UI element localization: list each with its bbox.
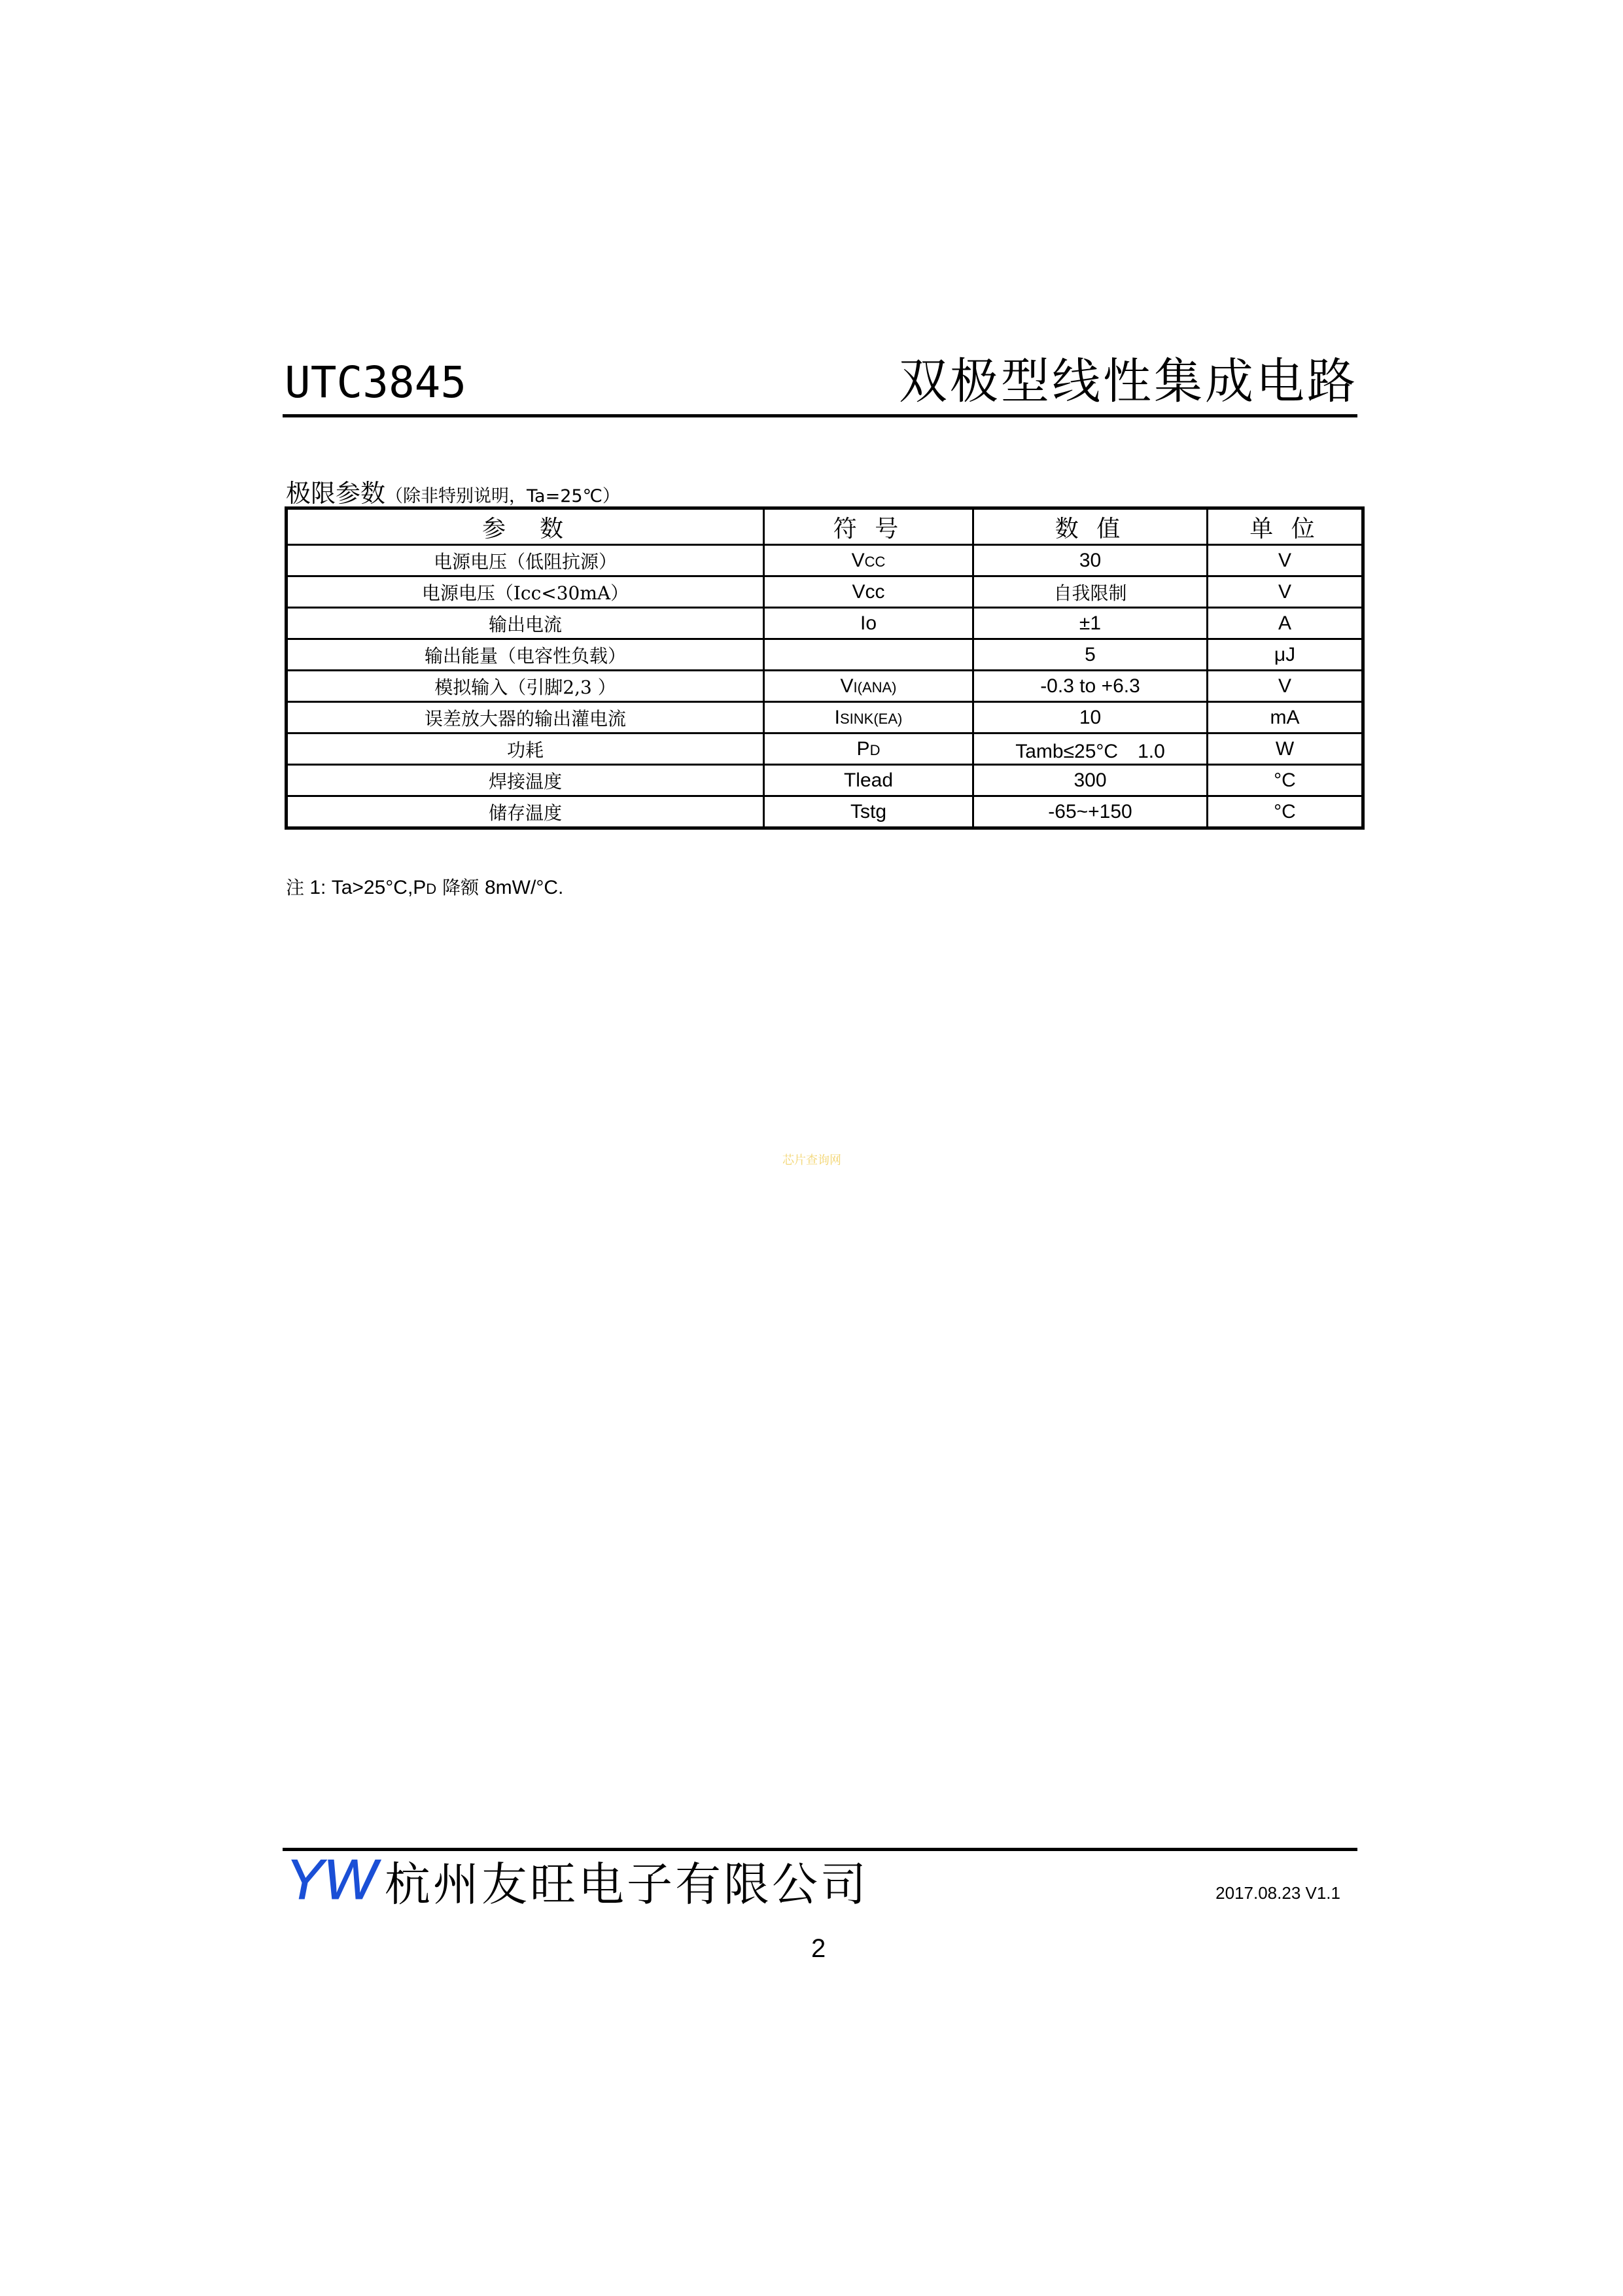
cell-unit: V (1208, 576, 1363, 608)
cell-value: 10 (973, 702, 1208, 733)
date-version: 2017.08.23 V1.1 (1215, 1883, 1340, 1903)
symbol-main: Tstg (850, 800, 887, 822)
company-name: 杭州友旺电子有限公司 (385, 1858, 869, 1911)
document-model-title: UTC3845 (285, 357, 467, 408)
cell-symbol (764, 608, 973, 639)
absolute-max-ratings-table (285, 506, 1365, 830)
symbol-subscript: CC (864, 553, 886, 570)
table-row (287, 765, 1363, 796)
cell-value: -0.3 to +6.3 (973, 671, 1208, 702)
footnote-text-1: 1: Ta>25°C,P (304, 877, 427, 898)
watermark: 芯片查询网 (782, 1154, 841, 1167)
symbol-main: I (834, 706, 840, 728)
cell-parameter: 输出能量（电容性负载） (287, 639, 764, 671)
cell-symbol (764, 545, 973, 576)
section-title-main: 极限参数 (286, 479, 386, 508)
footer-rule (283, 1848, 1357, 1851)
cell-unit: mA (1208, 702, 1363, 733)
section-title (286, 473, 620, 509)
symbol-subscript: D (869, 741, 881, 758)
cell-unit: °C (1208, 796, 1363, 828)
table-header-row (287, 508, 1363, 545)
symbol-subscript: SINK(EA) (839, 710, 903, 727)
column-header-parameter: 参 数 (287, 508, 764, 545)
document-category-title: 双极型线性集成电路 (899, 353, 1358, 410)
cell-parameter: 模拟输入（引脚2,3 ） (287, 671, 764, 702)
cell-unit: °C (1208, 765, 1363, 796)
cell-parameter: 误差放大器的输出灌电流 (287, 702, 764, 733)
company-logo-mark: YW (286, 1852, 377, 1907)
cell-parameter: 功耗 (287, 733, 764, 765)
cell-symbol (764, 765, 973, 796)
symbol-subscript: I(ANA) (853, 679, 897, 696)
footnote-prefix: 注 (286, 877, 305, 898)
cell-symbol (764, 702, 973, 733)
cell-unit: W (1208, 733, 1363, 765)
symbol-main: P (856, 737, 870, 760)
cell-parameter: 电源电压（低阻抗源） (287, 545, 764, 576)
footnote-subscript: D (426, 881, 437, 897)
column-header-unit: 单 位 (1208, 508, 1363, 545)
company-logo (285, 1852, 381, 1907)
symbol-main: Io (860, 612, 877, 634)
footnote-derate: 降额 (436, 877, 485, 898)
symbol-main: V (851, 549, 865, 571)
cell-parameter: 电源电压（Icc<30mA） (287, 576, 764, 608)
column-header-value: 数 值 (973, 508, 1208, 545)
cell-parameter: 储存温度 (287, 796, 764, 828)
cell-value: 300 (973, 765, 1208, 796)
cell-unit: A (1208, 608, 1363, 639)
table-row (287, 796, 1363, 828)
table-row (287, 639, 1363, 671)
cell-value: Tamb≤25°C 1.0 (973, 733, 1208, 765)
table-row (287, 576, 1363, 608)
cell-symbol (764, 576, 973, 608)
cell-unit: V (1208, 671, 1363, 702)
cell-value: 自我限制 (973, 576, 1208, 608)
symbol-main: V (840, 675, 854, 697)
symbol-main: Vcc (852, 580, 885, 603)
cell-value: 30 (973, 545, 1208, 576)
cell-symbol (764, 671, 973, 702)
symbol-main: Tlead (843, 769, 894, 791)
column-header-symbol: 符 号 (764, 508, 973, 545)
cell-value: -65~+150 (973, 796, 1208, 828)
table-row (287, 733, 1363, 765)
cell-symbol (764, 733, 973, 765)
footnote-text-2: 8mW/°C. (485, 877, 564, 898)
cell-symbol (764, 796, 973, 828)
section-title-condition: （除非特别说明，Ta=25℃） (385, 486, 620, 506)
table-row (287, 608, 1363, 639)
footnote (286, 874, 563, 900)
cell-symbol (764, 639, 973, 671)
table-row (287, 545, 1363, 576)
cell-parameter: 焊接温度 (287, 765, 764, 796)
cell-parameter: 输出电流 (287, 608, 764, 639)
table-row (287, 671, 1363, 702)
page-number: 2 (811, 1934, 826, 1963)
cell-value: 5 (973, 639, 1208, 671)
cell-unit: V (1208, 545, 1363, 576)
cell-unit: μJ (1208, 639, 1363, 671)
table-row (287, 702, 1363, 733)
cell-value: ±1 (973, 608, 1208, 639)
header-rule (283, 414, 1357, 417)
